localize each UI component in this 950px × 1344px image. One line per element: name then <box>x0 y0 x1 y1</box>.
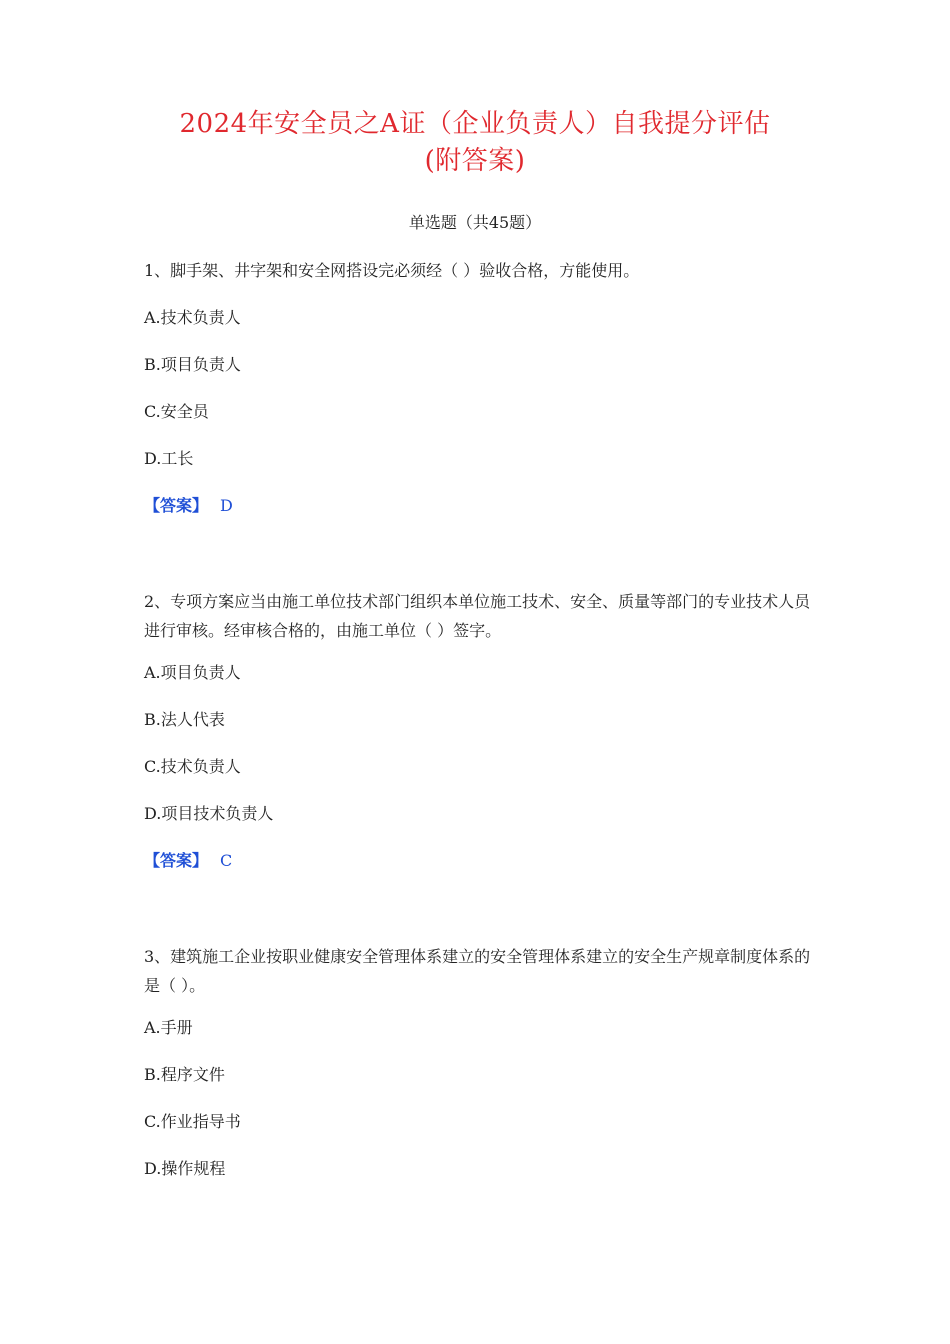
document-title <box>100 106 850 180</box>
answer-tag: 【答案】 <box>144 496 209 515</box>
question-2-answer <box>144 849 232 873</box>
question-2-option-d: D.项目技术负责人 <box>144 804 274 823</box>
question-1-text: 1、脚手架、井字架和安全网搭设完必须经（ ）验收合格，方能使用。 <box>144 261 640 280</box>
question-1-option-c: C.安全员 <box>144 402 209 421</box>
answer-value: C <box>220 851 233 870</box>
question-2-option-a: A.项目负责人 <box>144 663 241 682</box>
answer-value: D <box>220 496 233 515</box>
section-heading: 单选题（共45题） <box>408 213 542 232</box>
question-3-option-b: B.程序文件 <box>144 1065 225 1084</box>
question-1-option-b: B.项目负责人 <box>144 355 241 374</box>
question-2-text: 2、专项方案应当由施工单位技术部门组织本单位施工技术、安全、质量等部门的专业技术人员进行审核。经审核合格的，由施工单位（ ）签字。 <box>144 592 811 640</box>
question-3-option-d: D.操作规程 <box>144 1159 226 1178</box>
question-1-option-d: D.工长 <box>144 449 194 468</box>
question-2-option-c: C.技术负责人 <box>144 757 241 776</box>
question-1-option-a: A.技术负责人 <box>144 308 241 327</box>
question-2-option-b: B.法人代表 <box>144 710 225 729</box>
answer-tag: 【答案】 <box>144 851 209 870</box>
title-line-2: (附答案) <box>424 146 526 176</box>
question-3-option-c: C.作业指导书 <box>144 1112 241 1131</box>
question-3-text: 3、建筑施工企业按职业健康安全管理体系建立的安全管理体系建立的安全生产规章制度体系的是（ ）。 <box>144 947 811 995</box>
question-1-answer <box>144 494 233 518</box>
title-line-1: 2024年安全员之A证（企业负责人）自我提分评估 <box>179 109 771 139</box>
question-3-option-a: A.手册 <box>144 1018 193 1037</box>
